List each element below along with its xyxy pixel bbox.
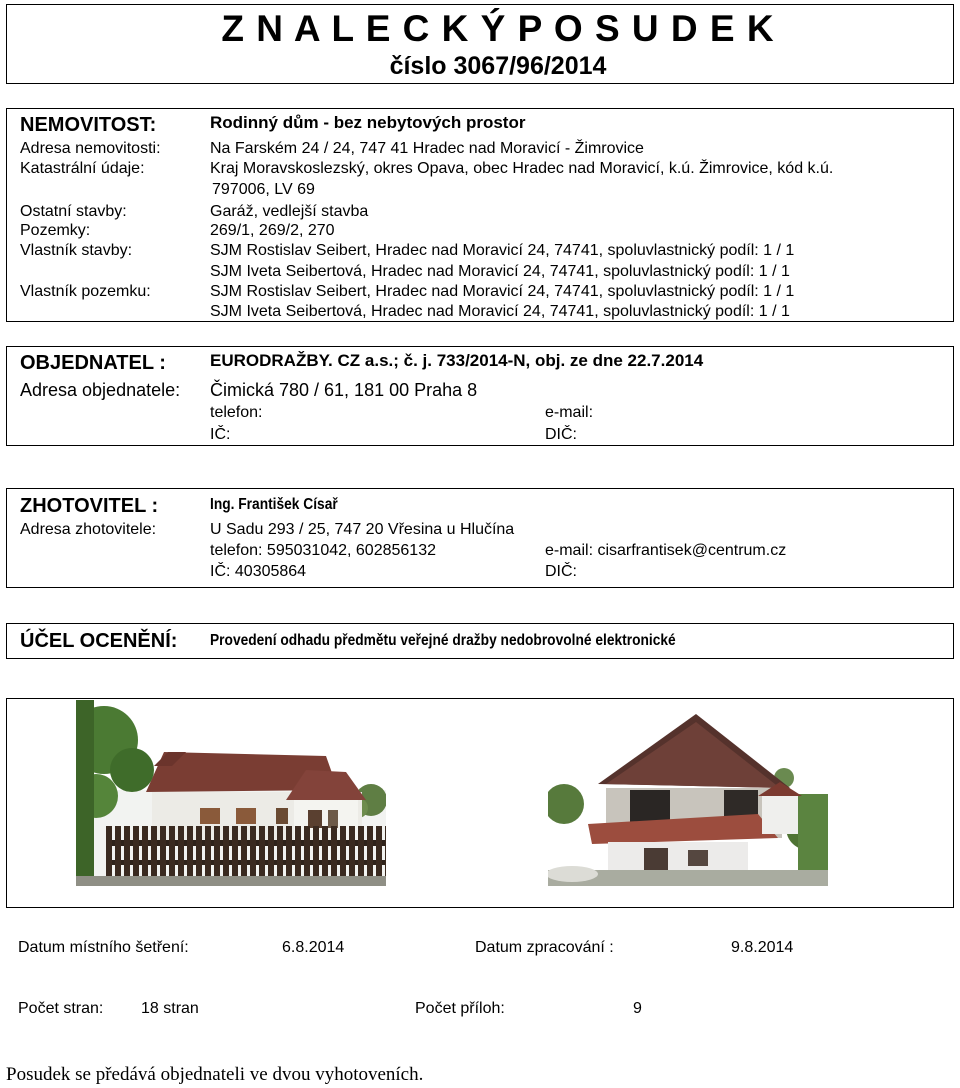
client-phone-label: telefon:	[210, 404, 263, 421]
footer-note: Posudek se předává objednateli ve dvou vyhotoveních.	[6, 1064, 424, 1085]
contractor-address-label: Adresa zhotovitele:	[20, 521, 157, 538]
land-owner-value-2: SJM Iveta Seibertová, Hradec nad Moravicí 24, 74741, spoluvlastnický podíl: 1 / 1	[210, 303, 790, 320]
building-owner-value: SJM Rostislav Seibert, Hradec nad Moravicí 24, 74741, spoluvlastnický podíl: 1 / 1	[210, 242, 795, 259]
property-heading: NEMOVITOST:	[20, 114, 157, 136]
inspection-date-label: Datum místního šetření:	[18, 939, 189, 956]
outbuilding-photo	[548, 704, 828, 886]
purpose-text: Provedení odhadu předmětu veřejné dražby nedobrovolné elektronické	[210, 632, 676, 649]
cadastral-value: Kraj Moravskoslezský, okres Opava, obec Hradec nad Moravicí, k.ú. Žimrovice, kód k.ú.	[210, 160, 834, 177]
property-name: Rodinný dům - bez nebytových prostor	[210, 113, 526, 132]
client-address-label: Adresa objednatele:	[20, 380, 181, 400]
land-owner-value: SJM Rostislav Seibert, Hradec nad Moravicí 24, 74741, spoluvlastnický podíl: 1 / 1	[210, 283, 795, 300]
contractor-heading: ZHOTOVITEL :	[20, 495, 159, 517]
contractor-ic: IČ: 40305864	[210, 563, 307, 580]
contractor-name: Ing. František Císař	[210, 496, 338, 513]
contractor-address: U Sadu 293 / 25, 747 20 Vřesina u Hlučína	[210, 521, 515, 538]
client-ic-label: IČ:	[210, 426, 231, 443]
contractor-email: e-mail: cisarfrantisek@centrum.cz	[545, 542, 787, 559]
client-name: EURODRAŽBY. CZ a.s.; č. j. 733/2014-N, obj. ze dne 22.7.2014	[210, 351, 704, 370]
processing-date-label: Datum zpracování :	[475, 939, 614, 956]
processing-date-value: 9.8.2014	[731, 939, 794, 956]
property-address-label: Adresa nemovitosti:	[20, 140, 161, 157]
attachment-count-label: Počet příloh:	[415, 1000, 505, 1017]
building-owner-value-2: SJM Iveta Seibertová, Hradec nad Moravicí 24, 74741, spoluvlastnický podíl: 1 / 1	[210, 263, 790, 280]
purpose-heading: ÚČEL OCENĚNÍ:	[20, 630, 178, 652]
contractor-phone: telefon: 595031042, 602856132	[210, 542, 436, 559]
page-count-value: 18 stran	[141, 1000, 199, 1017]
document-title: Z N A L E C K Ý P O S U D E K	[221, 8, 775, 49]
other-buildings-label: Ostatní stavby:	[20, 203, 127, 220]
building-owner-label: Vlastník stavby:	[20, 242, 133, 259]
plots-label: Pozemky:	[20, 222, 91, 239]
cadastral-label: Katastrální údaje:	[20, 160, 145, 177]
contractor-dic: DIČ:	[545, 563, 577, 580]
document-number: číslo 3067/96/2014	[389, 52, 607, 80]
client-email-label: e-mail:	[545, 404, 594, 421]
plots-value: 269/1, 269/2, 270	[210, 222, 335, 239]
client-heading: OBJEDNATEL :	[20, 352, 166, 374]
other-buildings-value: Garáž, vedlejší stavba	[210, 203, 369, 220]
inspection-date-value: 6.8.2014	[282, 939, 345, 956]
cadastral-value-2: 797006, LV 69	[212, 181, 315, 198]
page-count-label: Počet stran:	[18, 1000, 104, 1017]
land-owner-label: Vlastník pozemku:	[20, 283, 151, 300]
property-address-value: Na Farském 24 / 24, 747 41 Hradec nad Moravicí - Žimrovice	[210, 140, 644, 157]
client-dic-label: DIČ:	[545, 426, 577, 443]
house-photo	[76, 700, 386, 886]
attachment-count-value: 9	[633, 1000, 642, 1017]
client-address: Čimická 780 / 61, 181 00 Praha 8	[210, 380, 478, 400]
